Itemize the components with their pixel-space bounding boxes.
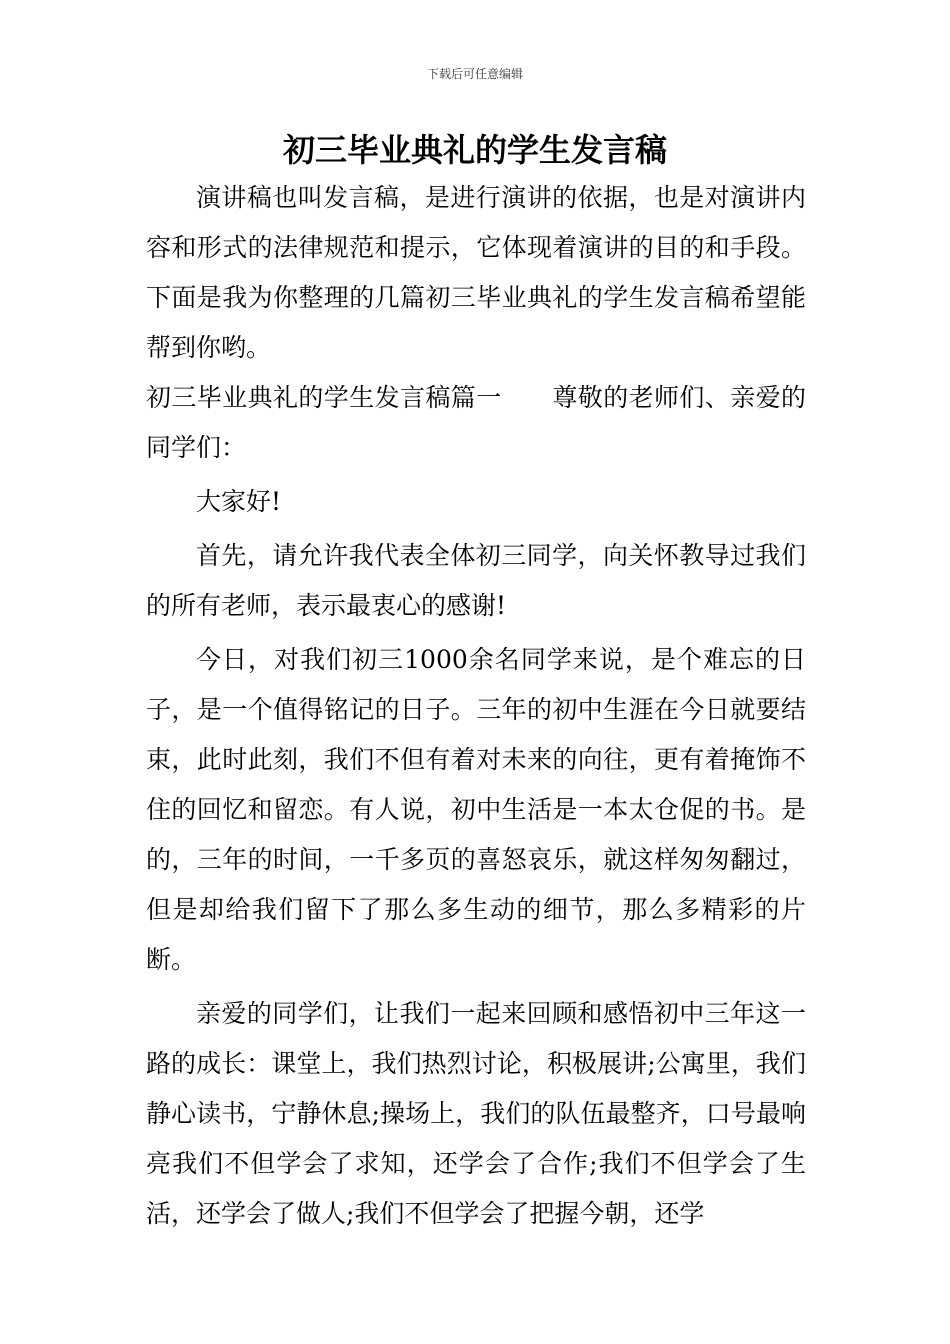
paragraph-thanks: 首先，请允许我代表全体初三同学，向关怀教导过我们的所有老师，表示最衷心的感谢! (146, 541, 806, 620)
paragraph-today: 今日，对我们初三1000余名同学来说，是个难忘的日子，是一个值得铭记的日子。三年的初中生涯在今日就要结束，此时此刻，我们不但有着对未来的向往，更有着掩饰不住的回忆和留恋。有人说，初中生活是一本太仓促的书。是的，三年的时间，一千多页的喜怒哀乐，就这样匆匆翻过，但是却给我们留下了那么多生动的细节，那么多精彩的片断。 (146, 645, 806, 974)
header-note: 下载后可任意编辑 (426, 67, 523, 81)
document-body (146, 173, 806, 1239)
document-title: 初三毕业典礼的学生发言稿 (282, 131, 667, 169)
paragraph-greeting: 大家好! (196, 487, 282, 516)
paragraph-review: 亲爱的同学们，让我们一起来回顾和感悟初中三年这一路的成长：课堂上，我们热烈讨论，积极展讲;公寓里，我们静心读书，宁静休息;操场上，我们的队伍最整齐，口号最响亮我们不但学会了求知，还学会了合作;我们不但学会了生活，还学会了做人;我们不但学会了把握今朝，还学 (146, 999, 806, 1228)
paragraph-intro: 演讲稿也叫发言稿，是进行演讲的依据，也是对演讲内容和形式的法律规范和提示，它体现着演讲的目的和手段。下面是我为你整理的几篇初三毕业典礼的学生发言稿希望能帮到你哟。 (146, 183, 806, 362)
paragraph-salutation: 初三毕业典礼的学生发言稿篇一 尊敬的老师们、亲爱的同学们： (146, 383, 806, 462)
